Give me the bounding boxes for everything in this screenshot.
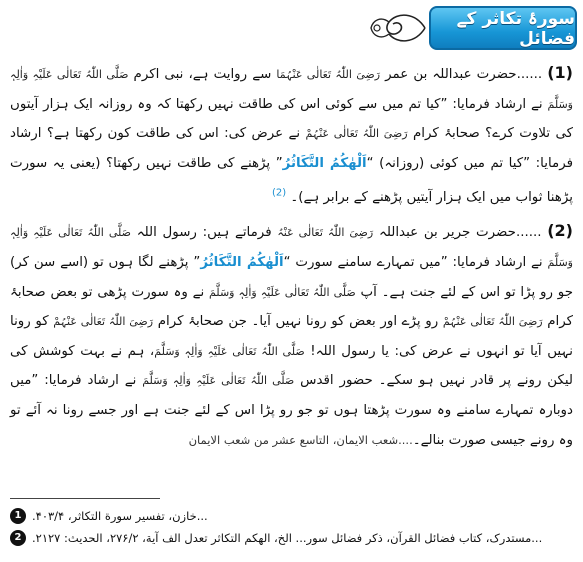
- footnote-divider: [10, 498, 160, 499]
- honorific-text: رَضِیَ اللّٰہُ تَعَالٰی عَنْہُ: [277, 226, 374, 240]
- footnotes: [10, 505, 573, 549]
- body-run: ” پڑھنے کی طاقت نہیں رکھتا؟ (یعنی یہ سورت پڑھنا ثواب میں ایک ہزار آیتیں پڑھنے کے برابر ہے)۔: [10, 155, 573, 205]
- paragraph-number: (2): [547, 221, 573, 241]
- body-run: نے ارشاد فرمایا: ”میں دوبارہ تمہارے سامنے وہ سورت پڑھتا ہوں تو جو رو پڑا اس کے لئے جنت ہے اور جسے رونا نہ آئے تو وہ رونے جیسی صورت بنالے۔: [10, 373, 573, 448]
- honorific-text: صَلَّی اللّٰہُ تَعَالٰی عَلَیْہِ وَاٰلِہٖ وَسَلَّمَ: [142, 374, 295, 388]
- honorific-text: رَضِیَ اللّٰہُ تَعَالٰی عَنْہُمْ: [305, 127, 408, 141]
- ornament-icon: [367, 8, 427, 48]
- paragraph-number: (1): [547, 63, 573, 82]
- body-run: ......حضرت عبداللہ بن عمر: [380, 67, 543, 82]
- section-header: [367, 6, 577, 50]
- body-run: ......حضرت جریر بن عبداللہ: [373, 225, 542, 241]
- footnote-text: ...خازن، تفسیر سورة التکاثر، ۴۰۳/۴.: [32, 509, 208, 523]
- body-run: نے ارشاد فرمایا: ”کیا تم میں سے کوئی اس کی طاقت نہیں رکھتا کہ وہ روزانہ ایک ہزار آیتوں کی تلاوت کرے؟ صحابۂ کرام: [10, 96, 573, 142]
- footnote-badge: 1: [10, 508, 26, 524]
- honorific-text: صَلَّی اللّٰہُ تَعَالٰی عَلَیْہِ وَاٰلِہٖ وَسَلَّمَ: [154, 344, 305, 358]
- honorific-text: رَضِیَ اللّٰہُ تَعَالٰی عَنْہُمْ: [442, 315, 543, 329]
- body-run: سے روایت ہے، نبی اکرم: [128, 67, 277, 82]
- honorific-text: رَضِیَ اللّٰہُ تَعَالٰی عَنْہُمَا: [276, 68, 381, 81]
- body-run: رو پڑے اور بعض کو رونا نہیں آیا۔ جن صحابۂ کرام: [153, 314, 443, 330]
- body-run: نے وہ سورت پڑھی تو بعض صحابۂ کرام: [10, 284, 574, 330]
- paragraph-1: [10, 58, 573, 212]
- body-run: فرماتے ہیں: رسول اللہ: [130, 225, 278, 241]
- honorific-text: رَضِیَ اللّٰہُ تَعَالٰی عَنْہُمْ: [53, 315, 154, 329]
- footnote-1: [10, 505, 573, 527]
- body-run: ” پڑھنے لگا ہوں تو (اسے سن کر) جو رو پڑا تو اس کے لئے جنت ہے۔ آپ: [10, 255, 573, 300]
- quran-verse: اَلْهٰكُمُ التَّكَاثُرُ: [282, 155, 367, 171]
- body-run: نے ارشاد فرمایا: ”میں تمہارے سامنے سورت “: [283, 255, 548, 271]
- honorific-text: صَلَّی اللّٰہُ تَعَالٰی عَلَیْہِ وَاٰلِہٖ وَسَلَّمَ: [10, 68, 573, 111]
- footnote-text: ...مستدرک، کتاب فضائل القرآن، ذکر فضائل سور... الخ، الهکم التکاثر تعدل الف آیة، ۲۷۶/۲، الحدیث: ۲۱۲۷.: [32, 531, 543, 545]
- footnote-badge: 2: [10, 530, 26, 546]
- body-run: نے عرض کی: اس کی طاقت کون رکھتا ہے؟ ارشاد فرمایا: ”کیا تم میں کوئی (روزانہ) “: [10, 126, 574, 171]
- body-run: کو رونا نہیں آیا تو انہوں نے عرض کی: یا رسول اللہ!: [10, 314, 574, 359]
- footnote-2: [10, 527, 573, 549]
- honorific-text: صَلَّی اللّٰہُ تَعَالٰی عَلَیْہِ وَاٰلِہٖ وَسَلَّمَ: [10, 226, 573, 270]
- honorific-text: صَلَّی اللّٰہُ تَعَالٰی عَلَیْہِ وَاٰلِہٖ وَسَلَّمَ: [208, 285, 356, 299]
- quran-verse: اَلْهٰكُمُ التَّكَاثُرُ: [200, 255, 284, 271]
- paragraph-2: [10, 216, 573, 455]
- section-title: سورۂ تکاثر کے فضائل: [429, 6, 577, 50]
- body-text: [10, 58, 573, 455]
- source-citation: ....شعب الایمان، التاسع عشر من شعب الایمان: [188, 432, 413, 447]
- body-run: ، ہم نے بہت کوشش کی لیکن رونے پر قادر نہیں ہو سکے۔ حضور اقدس: [10, 343, 573, 389]
- footnote-ref: (2): [272, 187, 287, 199]
